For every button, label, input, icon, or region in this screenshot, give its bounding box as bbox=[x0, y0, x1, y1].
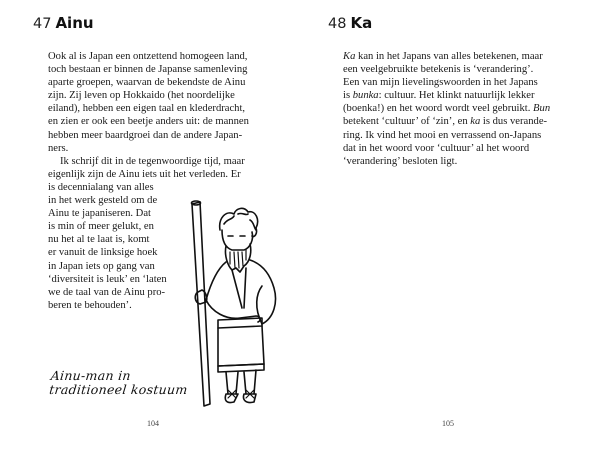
text-line: ners. bbox=[48, 142, 69, 154]
text-line: zijn. Zij leven op Hokkaido (het noordelijke bbox=[48, 90, 235, 102]
text-line: eiland), hebben een eigen taal en klederdracht, bbox=[48, 103, 246, 115]
entry-heading-47 bbox=[33, 13, 94, 32]
right-page bbox=[300, 0, 600, 450]
text-line: toch bestaan er binnen de Japanse samenleving bbox=[48, 64, 248, 76]
text-line: in Japan iets op gang van bbox=[48, 260, 155, 272]
text-run: is bbox=[343, 90, 353, 102]
legs-drawing bbox=[226, 370, 256, 394]
text-line: is decennialang van alles bbox=[48, 181, 154, 193]
belt-drawing bbox=[218, 318, 262, 328]
entry-number: 48 bbox=[328, 16, 347, 32]
paragraph-1 bbox=[343, 50, 555, 168]
text-line bbox=[343, 50, 555, 63]
text-line: eigenlijk zijn de Ainu iets uit het verleden. Er bbox=[48, 168, 241, 180]
text-line: er vanuit de linksige hoek bbox=[48, 247, 158, 259]
text-line: in het werk gesteld om de bbox=[48, 195, 158, 207]
text-line: Ainu te japaniseren. Dat bbox=[48, 208, 151, 220]
text-line bbox=[343, 89, 555, 102]
italic-term: Bun bbox=[533, 103, 551, 115]
paragraph-1 bbox=[48, 50, 258, 155]
text-line: Ook al is Japan een ontzettend homogeen land, bbox=[48, 51, 248, 62]
text-line: nu het al te laat is, komt bbox=[48, 234, 150, 246]
italic-term: Ka bbox=[343, 51, 356, 62]
text-line: een veelgebruikte betekenis is ‘verandering’. bbox=[343, 64, 534, 76]
text-line: is min of meer gelukt, en bbox=[48, 221, 154, 233]
italic-term: ka bbox=[470, 116, 481, 128]
entry-title: Ainu bbox=[55, 14, 94, 32]
text-line: dat in het woord voor ‘cultuur’ al het woord bbox=[343, 142, 530, 154]
caption-line: Ainu-man in bbox=[50, 368, 132, 383]
text-line bbox=[343, 102, 555, 115]
page-number: 105 bbox=[442, 419, 454, 428]
text-line bbox=[343, 115, 555, 128]
entry-body-ka bbox=[343, 50, 555, 168]
text-line: ‘diversiteit is leuk’ en ‘laten bbox=[48, 273, 167, 285]
text-run: kan in het Japans van alles betekenen, maar bbox=[355, 51, 543, 62]
italic-term: bunka bbox=[352, 90, 379, 102]
text-run: : cultuur. Het klinkt natuurlijk lekker bbox=[378, 90, 535, 102]
text-line: Een van mijn lievelingswoorden in het Japans bbox=[343, 77, 538, 89]
caption-line: traditioneel kostuum bbox=[48, 382, 189, 397]
text-run: is dus verande- bbox=[480, 116, 548, 128]
text-line: aparte groepen, waarvan de bekendste de Ainu bbox=[48, 77, 246, 89]
text-run: betekent ‘cultuur’ of ‘zin’, en bbox=[343, 116, 471, 128]
text-run: (boenka!) en het woord wordt veel gebruikt. bbox=[343, 103, 534, 115]
entry-title: Ka bbox=[350, 14, 373, 32]
text-line: ring. Ik vind het mooi en verrassend on-Japans bbox=[343, 129, 542, 141]
text-line: Ik schrijf dit in de tegenwoordige tijd, maar bbox=[60, 155, 245, 167]
entry-heading-48 bbox=[328, 13, 372, 32]
page-number: 104 bbox=[147, 419, 159, 428]
text-line: we de taal van de Ainu pro- bbox=[48, 286, 166, 298]
text-line: hebben meer baardgroei dan de andere Japan- bbox=[48, 129, 243, 141]
text-line: en zien er ook een beetje anders uit: de mannen bbox=[48, 116, 249, 128]
text-line: beren te behouden’. bbox=[48, 299, 132, 311]
text-line: ‘verandering’ besloten ligt. bbox=[343, 155, 458, 167]
entry-number: 47 bbox=[33, 16, 52, 32]
illustration-caption bbox=[49, 369, 190, 397]
